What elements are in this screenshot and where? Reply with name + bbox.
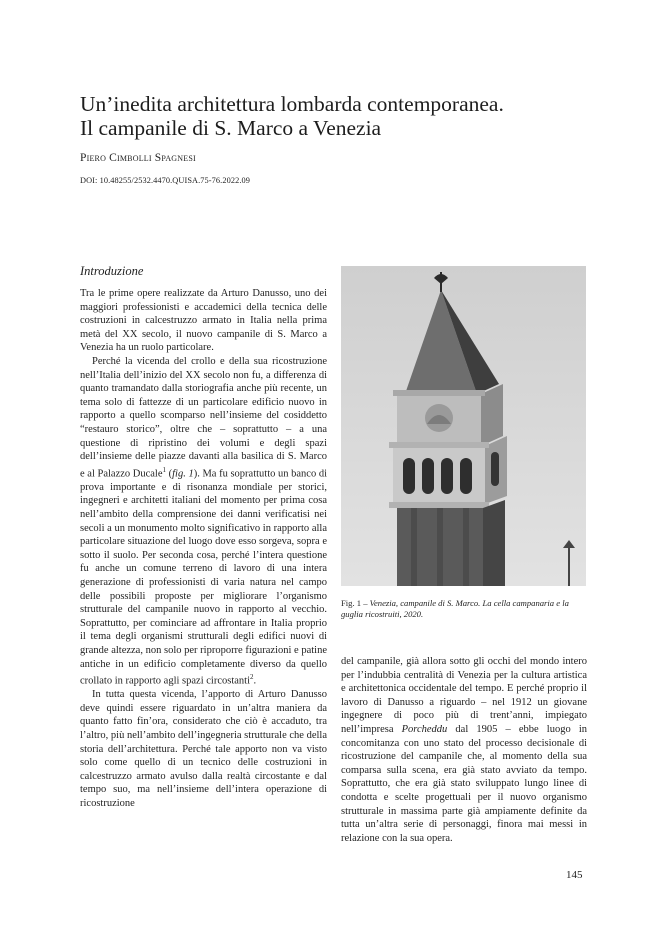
body-paragraph: In tutta questa vicenda, l’apporto di Arturo Danusso deve quindi essere riguardato in un’altra maniera da quanto fatto fin’ora, considerato che ciò è accaduto, tra l’altro, più nell’ambito dell’ingegneria strutturale che della storia dell’architettura. Perché tale apporto non va visto solo come quello di un tecnico delle costruzioni in calcestruzzo armato avulso dalla realtà circostante e dal tempo suo, ma nell’insieme dell’intera operazione di ricostruzione — [80, 689, 328, 809]
doi-reference: DOI: 10.48255/2532.4470.QUISA.75-76.2022.09 — [80, 176, 251, 185]
caption-text: Venezia, campanile di S. Marco. La cella campanaria e la guglia ricostruiti, 2020. — [341, 598, 569, 619]
company-name: Porcheddu — [401, 723, 448, 735]
title-line-1: Un’inedita architettura lombarda contemporanea. — [80, 92, 504, 116]
page-number: 145 — [566, 869, 583, 881]
body-paragraph: del campanile, già allora sotto gli occhi del mondo intero per l’indubbia centralità di Venezia per la cultura artistica e architettonica occidentale del tempo. E perché proprio il lavoro di Danusso a riguardo – nel 1912 un giovane ingegnere di poco più di trent’anni, impiegato nell’impresa Porcheddu dal 1905 – ebbe luogo in concomitanza con uno stato del processo decisionale di ricostruzione del campanile che, al momento della sua comparsa sulla scena, era già stato avviato da tempo. Soprattutto, che era già stato sviluppato lungo linee di condotta e scelte progettuali per il nuovo organismo strutturale in massima parte già ampiamente definite da tutta un’altra serie di personaggi, finora mai messi in relazione con la sua opera. — [341, 656, 588, 844]
footnote-marker[interactable]: 1 — [162, 465, 166, 474]
section-heading: Introduzione — [80, 264, 144, 278]
bell-tower-photo — [341, 266, 586, 586]
campanile-illustration — [341, 266, 586, 586]
article-title — [80, 92, 580, 140]
author-name: Piero Cimbolli Spagnesi — [80, 152, 196, 164]
left-column — [80, 287, 327, 811]
title-line-2: Il campanile di S. Marco a Venezia — [80, 116, 382, 140]
body-paragraph: Perché la vicenda del crollo e della sua ricostruzione nell’Italia dell’inizio del XX secolo non fu, a differenza di quanto tramandato dalla storiografia anche più recente, un tema solo di fattezze di un particolare edificio nuovo in rapporto a quello scomparso nell’insieme del cosiddetto “restauro storico”, oltre che – soprattutto – a una questione di ripristino dei volumi e degli spazi dell’insieme delle piazze davanti alla basilica di S. Marco e al Palazzo Ducale$^1$ (fig. 1). Ma fu soprattutto un banco di prova importante e di risonanza mondiale per storici, ingegneri e architetti italiani del momento per prima cosa nell’ambito della comprensione dei danni verificatisi nei secoli a un monumento molto significativo in rapporto alla particolare situazione del luogo dove esso sorgeva, sopra e sotto il suolo. Per seconda cosa, perché l’intera questione fu anche un comune terreno di lavoro di una intera generazione di professionisti di varia natura nel campo delle possibili proposte per migliorare l’organismo strutturale del campanile nuovo in rapporto al vecchio. Soprattutto, per cominciare ad affrontare in Italia proprio il tema degli organismi strutturali degli edifici nuovi di grande altezza, non solo per riproporre figurazioni e patine antiche in un edificio completamente diverso da quello crollato in rapporto agli spazi circostanti$^2$. — [80, 355, 327, 687]
figure-reference[interactable]: fig. 1 — [172, 468, 194, 480]
right-column — [341, 655, 587, 845]
figure-caption — [341, 598, 587, 620]
caption-label: Fig. 1 – — [341, 598, 368, 608]
footnote-marker[interactable]: 2 — [249, 673, 254, 682]
body-paragraph: Tra le prime opere realizzate da Arturo Danusso, uno dei maggiori professionisti e accademici della tecnica delle costruzioni in calcestruzzo armato in Italia nella prima metà del XX secolo, il nuovo campanile di S. Marco a Venezia ha un ruolo particolare. — [80, 288, 327, 354]
